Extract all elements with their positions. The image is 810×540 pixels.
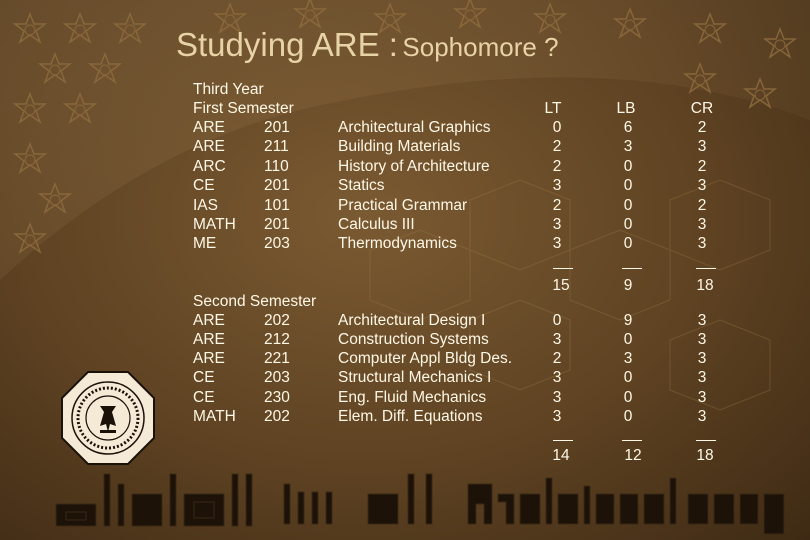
course-dept: ARE [193,331,225,348]
total-rule [622,440,642,441]
course-dept: CE [193,369,215,386]
university-seal-logo [60,370,156,466]
course-number: 203 [264,235,290,252]
course-lt: 2 [552,350,562,367]
course-number: 201 [264,177,290,194]
total-lt: 14 [552,447,570,464]
total-rule [553,440,573,441]
course-cr: 3 [697,312,707,329]
course-title: Structural Mechanics I [338,369,492,386]
course-cr: 3 [697,235,707,252]
course-lb: 0 [623,389,633,406]
course-lb: 0 [623,158,633,175]
year-label: Third Year [193,81,264,98]
course-title: Architectural Design I [338,312,486,329]
course-dept: CE [193,177,215,194]
total-rule [553,268,573,269]
course-title: Computer Appl Bldg Des. [338,350,513,367]
course-title: Calculus III [338,216,415,233]
course-dept: ARE [193,312,225,329]
course-lt: 0 [552,119,562,136]
course-lt: 2 [552,158,562,175]
total-rule [696,440,716,441]
course-number: 230 [264,389,290,406]
course-dept: ARE [193,138,225,155]
course-dept: ARE [193,350,225,367]
course-lb: 3 [623,350,633,367]
course-lb: 0 [623,369,633,386]
total-lb: 9 [623,277,633,294]
total-lt: 15 [552,277,570,294]
course-lt: 3 [552,369,562,386]
course-cr: 3 [697,369,707,386]
course-dept: MATH [193,216,236,233]
course-number: 212 [264,331,290,348]
course-cr: 3 [697,216,707,233]
course-cr: 2 [697,197,707,214]
course-lb: 0 [623,197,633,214]
course-cr: 3 [697,350,707,367]
course-title: Construction Systems [338,331,489,348]
course-dept: CE [193,389,215,406]
course-cr: 2 [697,119,707,136]
course-dept: ARE [193,119,225,136]
title-sub: Sophomore ? [402,32,559,62]
course-lb: 0 [623,177,633,194]
total-rule [696,268,716,269]
course-cr: 3 [697,331,707,348]
course-number: 101 [264,197,290,214]
course-lt: 3 [552,408,562,425]
slide-title [176,26,559,64]
course-cr: 3 [697,389,707,406]
course-lb: 0 [623,216,633,233]
course-number: 201 [264,216,290,233]
course-title: Elem. Diff. Equations [338,408,483,425]
course-title: Practical Grammar [338,197,468,214]
course-number: 211 [264,138,289,155]
semester-label: Second Semester [193,293,317,310]
course-lt: 2 [552,197,562,214]
total-cr: 18 [696,447,714,464]
course-lt: 3 [552,235,562,252]
course-number: 202 [264,408,290,425]
course-title: Thermodynamics [338,235,457,252]
course-title: History of Architecture [338,158,490,175]
course-number: 221 [264,350,290,367]
course-lb: 3 [623,138,633,155]
total-cr: 18 [696,277,714,294]
header-lt: LT [544,100,562,117]
course-lt: 2 [552,138,562,155]
course-title: Eng. Fluid Mechanics [338,389,487,406]
course-dept: MATH [193,408,236,425]
course-lt: 3 [552,177,562,194]
course-cr: 2 [697,158,707,175]
course-lt: 0 [552,312,562,329]
semester-label: First Semester [193,100,294,117]
course-lt: 3 [552,216,562,233]
course-lb: 9 [623,312,633,329]
course-number: 201 [264,119,290,136]
course-title: Statics [338,177,385,194]
course-number: 203 [264,369,290,386]
course-title: Architectural Graphics [338,119,491,136]
total-rule [622,268,642,269]
title-main: Studying ARE : [176,26,398,63]
course-lt: 3 [552,331,562,348]
course-lb: 0 [623,331,633,348]
header-lb: LB [616,100,636,117]
course-lb: 0 [623,408,633,425]
calligraphy-banner [48,464,788,540]
course-lb: 6 [623,119,633,136]
course-number: 202 [264,312,290,329]
course-cr: 3 [697,408,707,425]
course-cr: 3 [697,177,707,194]
course-cr: 3 [697,138,707,155]
course-dept: ARC [193,158,226,175]
course-title: Building Materials [338,138,461,155]
course-lt: 3 [552,389,562,406]
course-dept: ME [193,235,217,252]
course-number: 110 [264,158,289,175]
course-lb: 0 [623,235,633,252]
header-cr: CR [690,100,714,117]
total-lb: 12 [624,447,642,464]
course-dept: IAS [193,197,218,214]
